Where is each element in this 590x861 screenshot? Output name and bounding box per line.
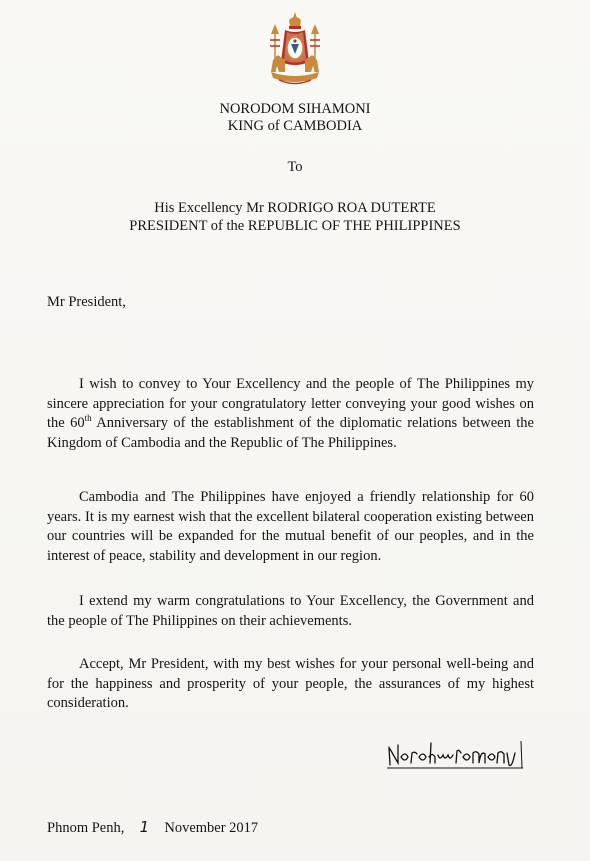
salutation: Mr President, — [47, 294, 126, 310]
sender-name: NORODOM SIHAMONI — [219, 101, 371, 117]
place-name: Phnom Penh, — [47, 820, 125, 836]
p1-text-end: Anniversary of the establishment of the diplomatic relations between the Kingdom of Cambodia and the Republic of The Philippines. — [47, 415, 534, 451]
ordinal-superscript: th — [84, 413, 92, 424]
body-paragraph-3: I extend my warm congratulations to Your Excellency, the Government and the people of The Philippines on their achievements. — [47, 593, 534, 629]
royal-coat-of-arms-emblem — [265, 10, 325, 90]
handwritten-signature — [385, 735, 525, 770]
p1-text-start: I wish to convey to Your Excellency and the people of The Philippines my sincere appreciation for your congratulatory letter conveying your good wishes on the 60 — [47, 376, 534, 431]
month-year: November 2017 — [164, 820, 259, 836]
handwritten-day: 1 — [139, 818, 150, 836]
sender-title: KING of CAMBODIA — [227, 118, 363, 134]
date-line — [47, 818, 258, 837]
body-paragraph-2: Cambodia and The Philippines have enjoyed a friendly relationship for 60 years. It is my earnest wish that the excellent bilateral cooperation existing between our countries will be expanded for the mutual benefit of our peoples, and in the interest of peace, stability and development in our region. — [47, 489, 534, 564]
addressee-name: His Excellency Mr RODRIGO ROA DUTERTE — [154, 200, 436, 216]
body-paragraph-1 — [47, 375, 534, 453]
body-paragraph-4: Accept, Mr President, with my best wishes for your personal well-being and for the happiness and prosperity of your people, the assurances of my highest consideration. — [47, 656, 534, 711]
to-label: To — [287, 159, 303, 175]
addressee-title: PRESIDENT of the REPUBLIC OF THE PHILIPPINES — [129, 218, 461, 234]
